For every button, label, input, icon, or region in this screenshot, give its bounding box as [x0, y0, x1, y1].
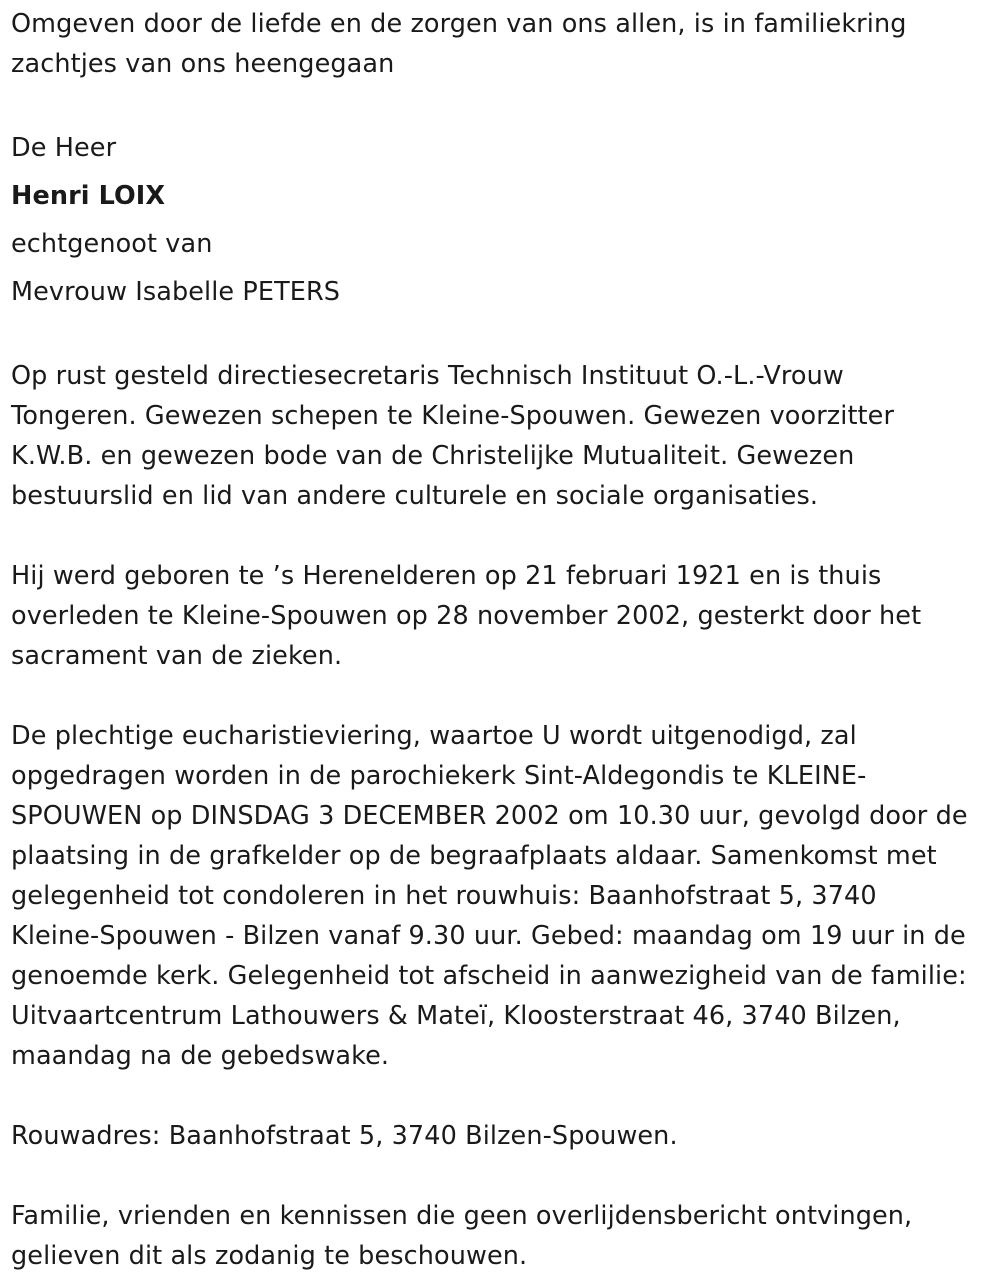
spacer	[11, 1076, 991, 1116]
spacer	[11, 1156, 991, 1196]
spacer	[11, 516, 991, 556]
spacer	[11, 676, 991, 716]
spouse-name: Mevrouw Isabelle PETERS	[11, 277, 341, 307]
spacer	[11, 84, 991, 124]
career-paragraph: Op rust gesteld directiesecretaris Technisch Instituut O.-L.-Vrouw Tongeren. Gewezen schepen te Kleine-Spouwen. Gewezen voorzitter K.W.B. en gewezen bode van de Christelijke Mutualiteit. Gewezen bestuurslid en lid van andere culturele en sociale organisaties.	[11, 361, 895, 511]
closing-paragraph: Familie, vrienden en kennissen die geen overlijdensbericht ontvingen, gelieven dit als zodanig te beschouwen.	[11, 1201, 913, 1271]
mourning-address: Rouwadres: Baanhofstraat 5, 3740 Bilzen-Spouwen.	[11, 1121, 678, 1151]
intro-paragraph: Omgeven door de liefde en de zorgen van ons allen, is in familiekring zachtjes van ons heengegaan	[11, 9, 907, 79]
deceased-name: Henri LOIX	[11, 181, 166, 211]
obituary-text	[11, 4, 991, 1276]
birth-death-paragraph: Hij werd geboren te ’s Herenelderen op 21 februari 1921 en is thuis overleden te Kleine-Spouwen op 28 november 2002, gesterkt door het sacrament van de zieken.	[11, 561, 922, 671]
ceremony-paragraph: De plechtige eucharistieviering, waartoe U wordt uitgenodigd, zal opgedragen worden in de parochiekerk Sint-Aldegondis te KLEINE- SPOUWEN op DINSDAG 3 DECEMBER 2002 om 10.30 uur, gevolgd door de plaatsing in de grafkelder op de begraafplaats aldaar. Samenkomst met gelegenheid tot condoleren in het rouwhuis: Baanhofstraat 5, 3740 Kleine-Spouwen - Bilzen vanaf 9.30 uur. Gebed: maandag om 19 uur in de genoemde kerk. Gelegenheid tot afscheid in aanwezigheid van de familie: Uitvaartcentrum Lathouwers & Mateï, Kloosterstraat 46, 3740 Bilzen, maandag na de gebedswake.	[11, 721, 968, 1071]
relation-label: echtgenoot van	[11, 229, 213, 259]
honorific: De Heer	[11, 133, 117, 163]
spacer	[11, 316, 991, 356]
